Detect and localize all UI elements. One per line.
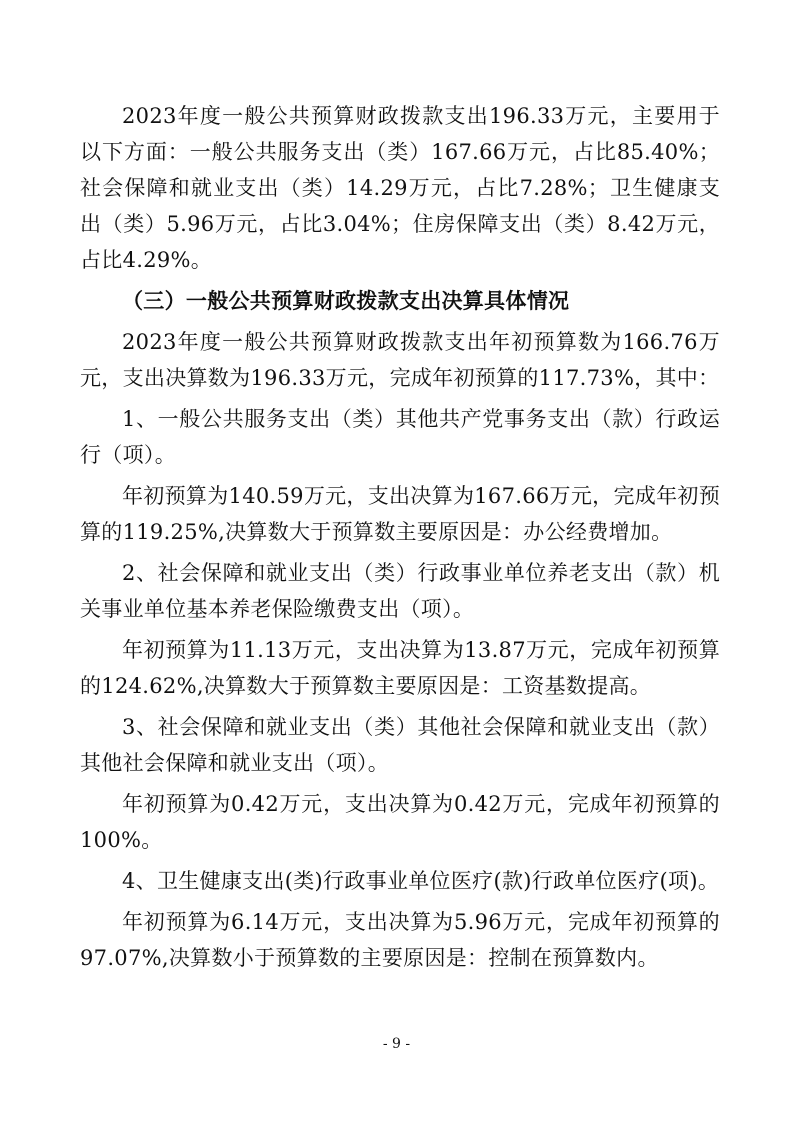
- page-number: - 9 -: [382, 1036, 411, 1052]
- paragraph-item-3-detail: 年初预算为0.42万元，支出决算为0.42万元，完成年初预算的100%。: [80, 792, 720, 852]
- paragraph-item-4-detail: 年初预算为6.14万元，支出决算为5.96万元，完成年初预算的97.07%,决算数小于预算数的主要原因是：控制在预算数内。: [80, 910, 720, 970]
- paragraph-item-2-title: 2、社会保障和就业支出（类）行政事业单位养老支出（款）机关事业单位基本养老保险缴费支出（项）。: [80, 561, 720, 621]
- paragraph-item-1-title: 1、一般公共服务支出（类）其他共产党事务支出（款）行政运行（项）。: [80, 407, 720, 467]
- paragraph-budget-overview: 2023年度一般公共预算财政拨款支出年初预算数为166.76万元，支出决算数为196.33万元，完成年初预算的117.73%，其中：: [80, 330, 720, 390]
- section-heading: （三）一般公共预算财政拨款支出决算具体情况: [122, 289, 570, 313]
- paragraph-item-4-title: 4、卫生健康支出(类)行政事业单位医疗(款)行政单位医疗(项)。: [122, 869, 720, 893]
- document-body: [80, 98, 720, 981]
- paragraph-item-2-detail: 年初预算为11.13万元，支出决算为13.87万元，完成年初预算的124.62%,决算数大于预算数主要原因是：工资基数提高。: [80, 638, 720, 698]
- paragraph-item-1-detail: 年初预算为140.59万元，支出决算为167.66万元，完成年初预算的119.25%,决算数大于预算数主要原因是：办公经费增加。: [80, 484, 720, 544]
- paragraph-item-3-title: 3、社会保障和就业支出（类）其他社会保障和就业支出（款）其他社会保障和就业支出（项）。: [80, 715, 720, 775]
- paragraph-expenditure-summary: 2023年度一般公共预算财政拨款支出196.33万元，主要用于以下方面：一般公共服务支出（类）167.66万元，占比85.40%；社会保障和就业支出（类）14.29万元，占比7.28%；卫生健康支出（类）5.96万元，占比3.04%；住房保障支出（类）8.42万元，占比4.29%。: [80, 104, 720, 272]
